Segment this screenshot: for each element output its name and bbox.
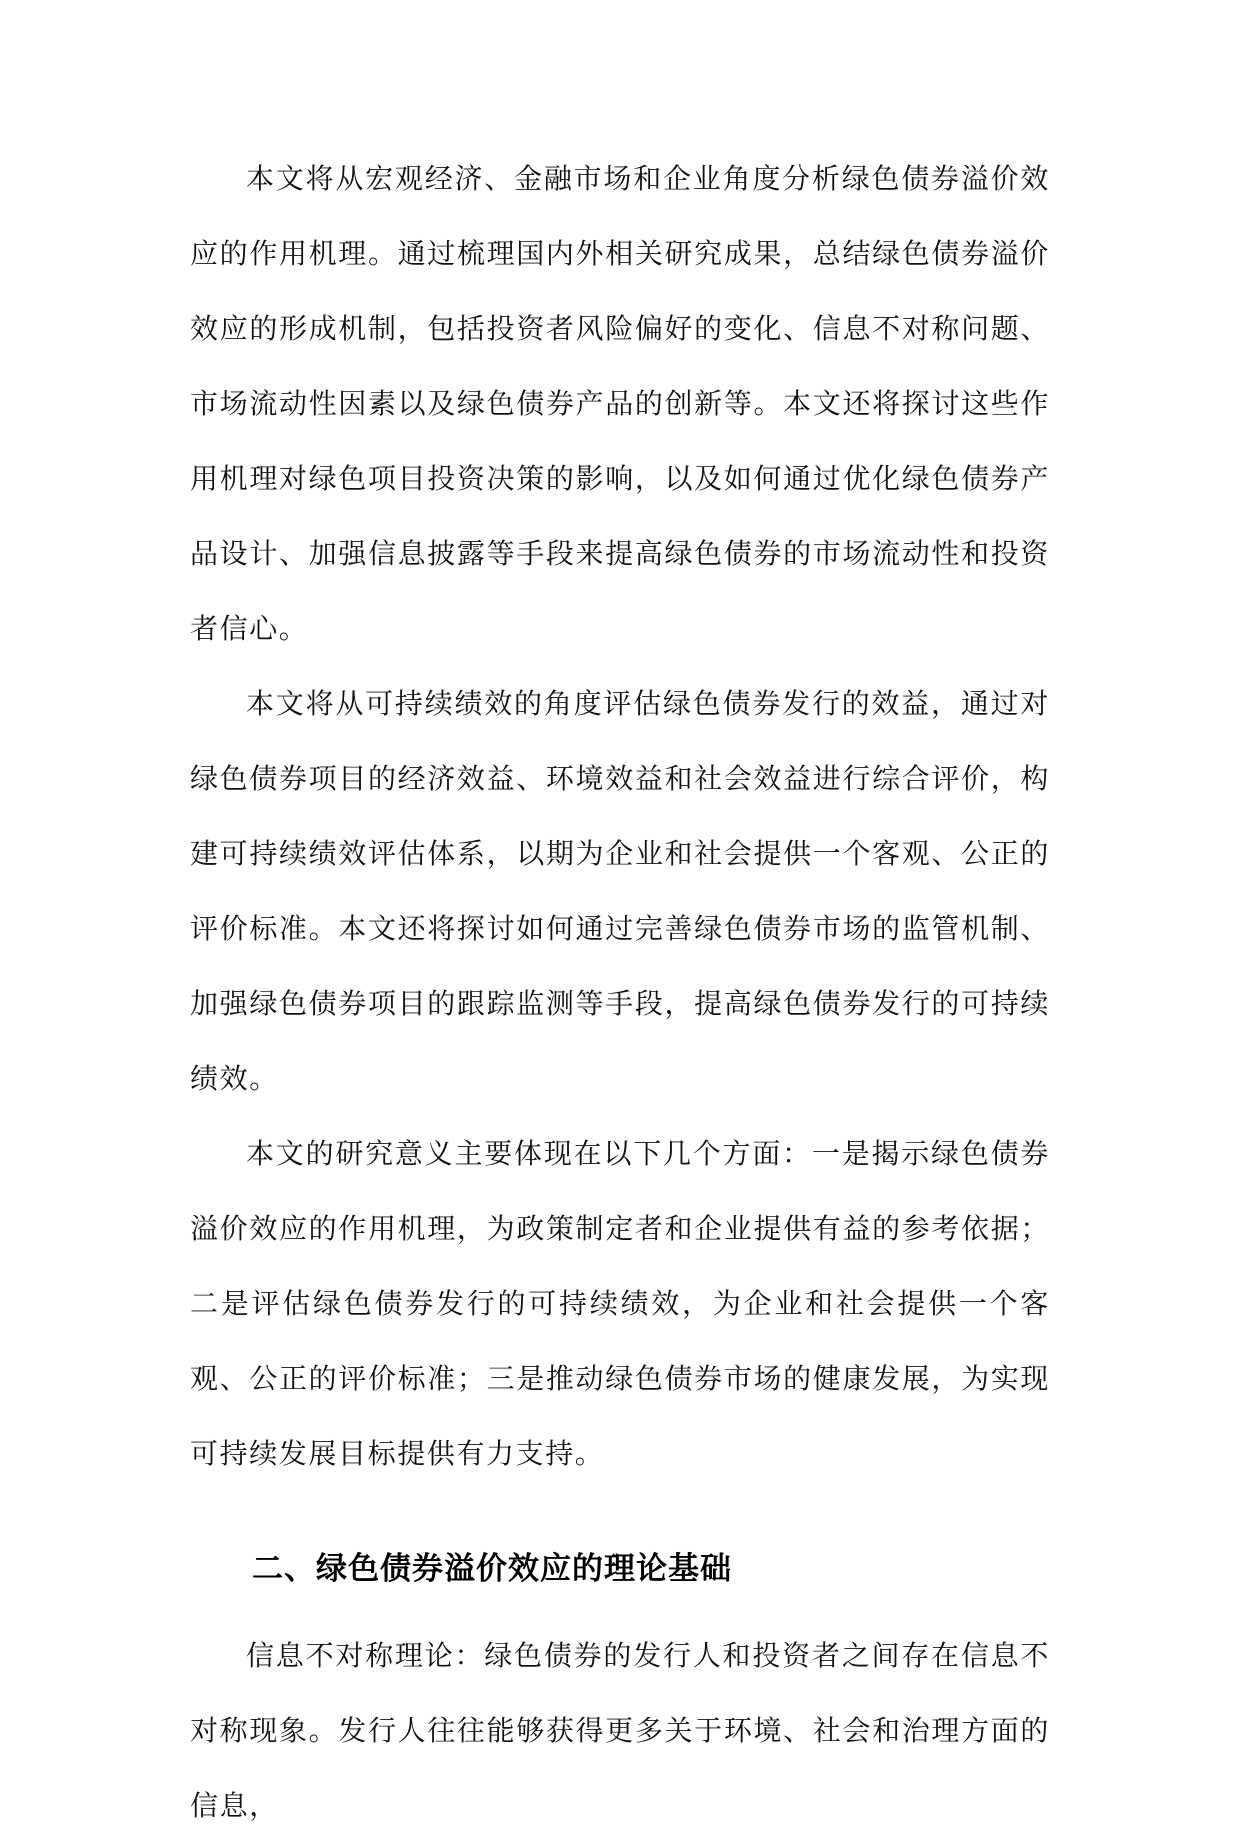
document-body [190,141,1050,1843]
paragraph-information-asymmetry: 信息不对称理论：绿色债券的发行人和投资者之间存在信息不对称现象。发行人往往能够获得更多关于环境、社会和治理方面的信息， [190,1639,1050,1822]
spacer [190,1589,1050,1618]
spacer [190,1491,1050,1549]
section-heading: 二、绿色债券溢价效应的理论基础 [252,1551,732,1587]
paragraph-sustainability: 本文将从可持续绩效的角度评估绿色债券发行的效益，通过对绿色债券项目的经济效益、环境效益和社会效益进行综合评价，构建可持续绩效评估体系，以期为企业和社会提供一个客观、公正的评价标准。本文还将探讨如何通过完善绿色债券市场的监管机制、加强绿色债券项目的跟踪监测等手段，提高绿色债券发行的可持续绩效。 [190,687,1050,1095]
paragraph-mechanism: 本文将从宏观经济、金融市场和企业角度分析绿色债券溢价效应的作用机理。通过梳理国内外相关研究成果，总结绿色债券溢价效应的形成机制，包括投资者风险偏好的变化、信息不对称问题、市场流动性因素以及绿色债券产品的创新等。本文还将探讨这些作用机理对绿色项目投资决策的影响，以及如何通过优化绿色债券产品设计、加强信息披露等手段来提高绿色债券的市场流动性和投资者信心。 [190,162,1050,645]
paragraph-significance: 本文的研究意义主要体现在以下几个方面：一是揭示绿色债券溢价效应的作用机理，为政策制定者和企业提供有益的参考依据；二是评估绿色债券发行的可持续绩效，为企业和社会提供一个客观、公正的评价标准；三是推动绿色债券市场的健康发展，为实现可持续发展目标提供有力支持。 [190,1137,1050,1470]
